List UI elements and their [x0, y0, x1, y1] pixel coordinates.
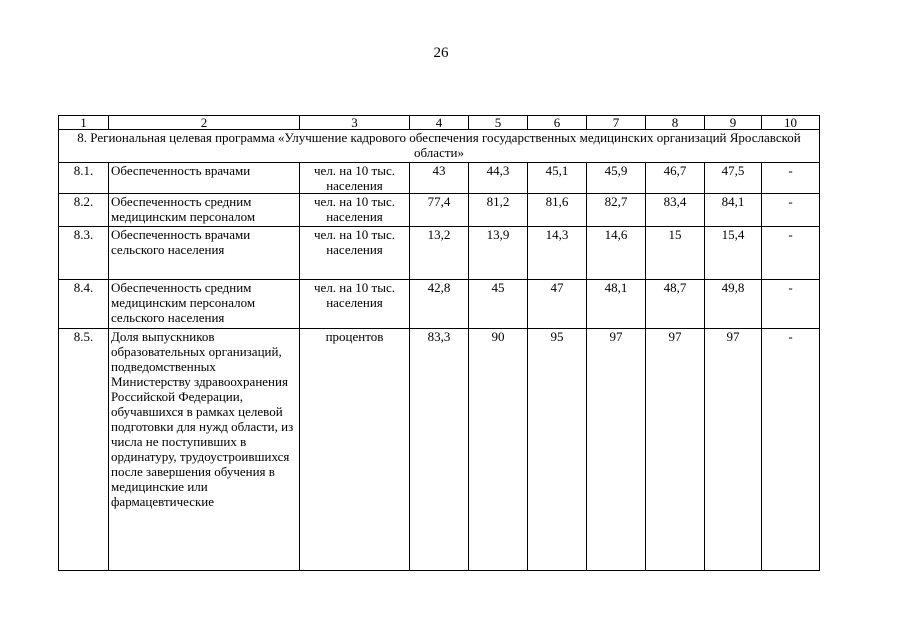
value-cell: 15 — [646, 227, 705, 280]
indicator-name: Доля выпускников образовательных организаций, подведомственных Министерству здравоохранения Российской Федерации, обучавшихся в рамках целевой подготовки для нужд области, из числа не поступивших в ординатуру, трудоустроившихся после завершения обучения в медицинские или фармацевтические — [109, 329, 300, 571]
column-header: 4 — [410, 116, 469, 130]
indicators-table — [58, 115, 820, 571]
table-row — [59, 329, 820, 571]
table-row — [59, 194, 820, 227]
unit: чел. на 10 тыс. населения — [300, 163, 410, 194]
unit: чел. на 10 тыс. населения — [300, 280, 410, 329]
value-cell: 14,3 — [528, 227, 587, 280]
row-number: 8.4. — [59, 280, 109, 329]
value-cell: 15,4 — [705, 227, 762, 280]
column-header: 8 — [646, 116, 705, 130]
row-number: 8.3. — [59, 227, 109, 280]
indicator-name: Обеспеченность средним медицинским персоналом сельского населения — [109, 280, 300, 329]
unit: чел. на 10 тыс. населения — [300, 194, 410, 227]
value-cell: - — [762, 227, 820, 280]
unit: чел. на 10 тыс. населения — [300, 227, 410, 280]
value-cell: 81,2 — [469, 194, 528, 227]
value-cell: 97 — [587, 329, 646, 571]
indicator-name: Обеспеченность врачами сельского населения — [109, 227, 300, 280]
value-cell: 48,1 — [587, 280, 646, 329]
value-cell: 77,4 — [410, 194, 469, 227]
value-cell: 83,4 — [646, 194, 705, 227]
section-row — [59, 130, 820, 163]
value-cell: 49,8 — [705, 280, 762, 329]
column-header: 5 — [469, 116, 528, 130]
value-cell: 47 — [528, 280, 587, 329]
row-number: 8.5. — [59, 329, 109, 571]
indicator-name: Обеспеченность средним медицинским персоналом — [109, 194, 300, 227]
value-cell: 42,8 — [410, 280, 469, 329]
value-cell: 46,7 — [646, 163, 705, 194]
column-header: 10 — [762, 116, 820, 130]
value-cell: 82,7 — [587, 194, 646, 227]
column-header: 2 — [109, 116, 300, 130]
value-cell: - — [762, 329, 820, 571]
value-cell: - — [762, 280, 820, 329]
indicator-name: Обеспеченность врачами — [109, 163, 300, 194]
value-cell: 14,6 — [587, 227, 646, 280]
value-cell: 43 — [410, 163, 469, 194]
column-header: 3 — [300, 116, 410, 130]
column-header: 7 — [587, 116, 646, 130]
column-header: 9 — [705, 116, 762, 130]
page-number: 26 — [433, 45, 449, 61]
value-cell: 97 — [705, 329, 762, 571]
column-header-row — [59, 116, 820, 130]
value-cell: 45 — [469, 280, 528, 329]
value-cell: 97 — [646, 329, 705, 571]
value-cell: 83,3 — [410, 329, 469, 571]
section-title: 8. Региональная целевая программа «Улучшение кадрового обеспечения государственных медицинских организаций Ярославской области» — [59, 130, 820, 163]
row-number: 8.1. — [59, 163, 109, 194]
column-header: 6 — [528, 116, 587, 130]
value-cell: 90 — [469, 329, 528, 571]
value-cell: 45,1 — [528, 163, 587, 194]
value-cell: 95 — [528, 329, 587, 571]
value-cell: 13,9 — [469, 227, 528, 280]
row-number: 8.2. — [59, 194, 109, 227]
value-cell: - — [762, 163, 820, 194]
table-row — [59, 227, 820, 280]
value-cell: 13,2 — [410, 227, 469, 280]
value-cell: 48,7 — [646, 280, 705, 329]
value-cell: 81,6 — [528, 194, 587, 227]
value-cell: 45,9 — [587, 163, 646, 194]
unit: процентов — [300, 329, 410, 571]
table-row — [59, 280, 820, 329]
table-row — [59, 163, 820, 194]
value-cell: 44,3 — [469, 163, 528, 194]
value-cell: 47,5 — [705, 163, 762, 194]
column-header: 1 — [59, 116, 109, 130]
value-cell: - — [762, 194, 820, 227]
value-cell: 84,1 — [705, 194, 762, 227]
